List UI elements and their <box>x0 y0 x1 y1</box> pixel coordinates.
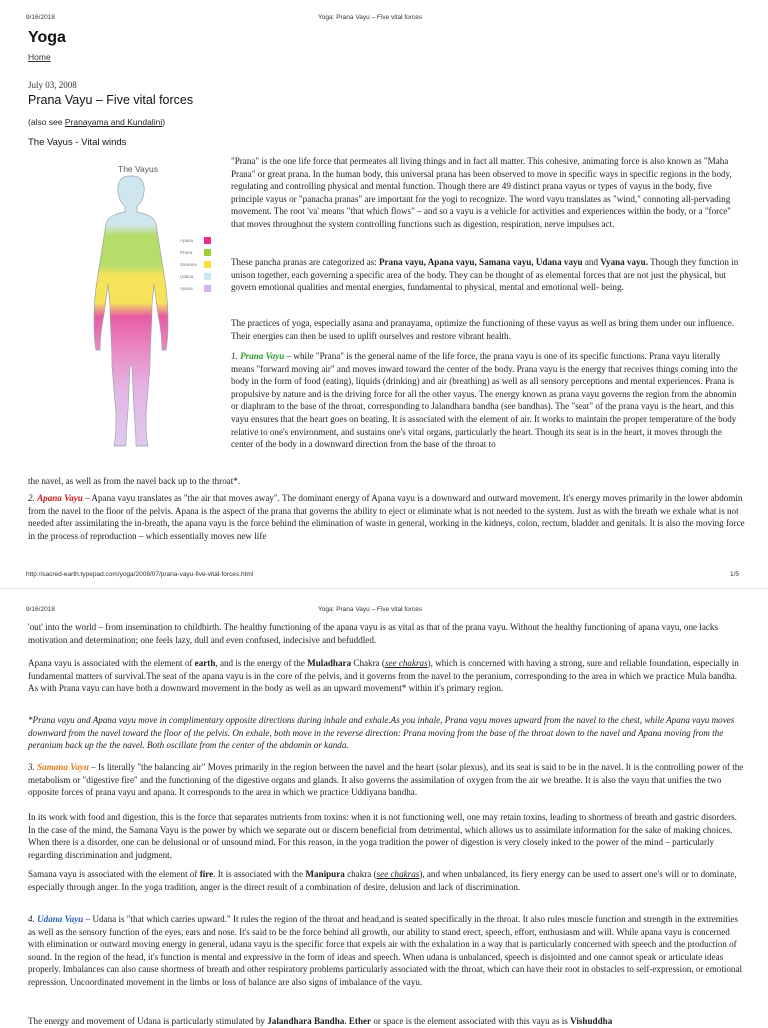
apana-vayu-paragraph: 2. Apana Vayu – Apana vayu translates as "the air that moves away". The dominant energy of Apana vayu is a downward and outward movement. It's energy moves primarily in the lower abdomin from the navel to the floor of the pelvis. Apana is the aspect of the prana that governs the ability to eject or eliminate what is not needed to the system. Just as with the breath we exhale what is not needed after assimilating the in-breath, the apana vayu is the force behind the elimination of waste in general, working in the kidneys, colon, rectum, bladder and genitals. It is also the moving force in the process of reproduction – which essentially moves new life <box>28 493 745 541</box>
figure-title: The Vayus <box>118 164 159 174</box>
prana-vayu-paragraph: 1. Prana Vayu – while "Prana" is the general name of the life force, the prana vayu is one of its specific functions. Prana vayu literally means "forward moving air" and moves inward toward the center of the body. Prana vayu is the energy that receives things coming into the body in the form of food (eating), liquids (drinking) and air (breathing) as well as all sensory perceptions and mental experiences. Prana is propulsive by nature and is the driving force for all the other vayus. The energy known as prana vayu governs the region from the abnomin or diaphram to the base of the throat, corresponding to Jalandhara bandha (see bandhas). The "seat" of the prana vayu is the heart, and this vayu ensures that the heart goes on beating. It is associated with the element of air. It works to maintain the proper temperature of the body relative to one's environment, and sustains one's vital organs, particularly the heart. Though its seat is in the heart, it moves through the center of the body in a downward direction from the base of the throat to <box>231 351 738 450</box>
intro-paragraph-3: The practices of yoga, especially asana and pranayama, optimize the functioning of these vayus as well as bring them under our influence. Their energies can then be used to uplift ourselves and restore vibrant health. <box>231 318 735 341</box>
body-silhouette <box>72 154 228 454</box>
figure-legend <box>180 234 211 294</box>
udana-vayu-paragraph: 4. Udana Vayu – Udana is "that which carries upward." It rules the region of the throat and head,and is seated specifically in the throat. It also rules muscle function and strength in the extremities as well as the sensory function of the eyes, ears and nose. It's said to be the force behind all growth, our ability to stand erect, speech, effort, enthusiasm and will. While apana vayu is concerned with elimination or outward moving energy in general, udana vayu is the specific force that expels air with the exhalation in a way that is particularly concerned with speech and the production of sound. In the region of the head, it's function is mental and expressive in the form of ideas and speech. When udana is unbalanced, speech is disjointed and one cannot speak or articulate ideas properly. Imbalances can also cause shortness of breath and other respiratory problems particularly associated with the throat, which can have their root in obstacles to self-expression, or emotional repression. Uncoordinated movement in the limbs or loss of balance are also signs of imbalance of the vayu. <box>28 914 743 987</box>
apana-continuation: 'out' into the world – from insemination to childbirth. The healthy functioning of the apana vayu is as vital as that of the prana vayu. Without the healthy functioning of apana vayu, one lacks motivation and determination; one feels lazy, dull and even confused, indecisive and befuddled. <box>28 622 718 645</box>
post-date: July 03, 2008 <box>28 80 77 90</box>
print-header-date-p2: 9/16/2018 <box>26 606 55 613</box>
see-chakras-link-2[interactable]: see chakras <box>376 869 420 879</box>
legend-prana: Prana <box>180 246 211 258</box>
apana-vayu-term: Apana Vayu <box>37 493 83 503</box>
samana-digestion-paragraph: In its work with food and digestion, this is the force that separates nutrients from toxins: when it is not functioning well, one may retain toxins, leading to shortness of breath and gastric disorders. In the case of the mind, the Samana Vayu is the power by which we separate out or discern beneficial from detrimental, which allows us to assimilate information for the sake of making choices. When there is a disorder, one can be delusional or of unsound mind. For this reason, in the yoga tradition the power of digestion is very closely inked to the power of the mind – particularly regarding discrimination and judgment. <box>28 812 737 860</box>
legend-vyana: Vyana <box>180 282 211 294</box>
samana-element-paragraph: Samana vayu is associated with the element of fire. It is associated with the Manipura chakra (see chakras), and when unbalanced, its fiery energy can be used to assert one's will or to dominate, especially through anger. In the yoga tradition, anger is the direct result of a combination of desire, delusion and lack of discrimination. <box>28 869 737 892</box>
samana-vayu-paragraph: 3. Samana Vayu – Is literally "the balancing air" Moves primarily in the region between the navel and the heart (solar plexus), and its seat is said to be in the navel. It is the controlling power of the metabolism or "digestive fire" and the functioning of the digestive organs and glands. It also governs the assimilation of oxygen from the air we breathe. It is also the vayu that unifies the two opposite forces of prana vayu and apana. It corresponds to the area in which we practice Uddiyana bandha. <box>28 762 744 798</box>
section-heading: The Vayus - Vital winds <box>28 137 127 148</box>
post-title: Prana Vayu – Five vital forces <box>28 93 194 107</box>
also-see-prefix: (also see <box>28 117 65 127</box>
print-footer-page: 1/5 <box>730 571 740 578</box>
see-chakras-link[interactable]: see chakras <box>384 658 428 668</box>
udana-vayu-term: Udana Vayu <box>37 914 84 924</box>
legend-udana: Udana <box>180 270 211 282</box>
human-figure <box>94 176 168 446</box>
prana-apana-note: *Prana vayu and Apana vayu move in complimentary opposite directions during inhale and exhale.As you inhale, Prana vayu moves upward from the navel to the chest, while Apana vayu moves downward from the navel toward the floor of the pelvis. On exhale, both move in the reverse direction: Prana moving from the base of the throat down to the navel and Apana moving from the peranium back up the the navel. Both oscillate from the center of the abdomin or kanda. <box>28 715 735 751</box>
also-see <box>28 117 165 127</box>
pranayama-kundalini-link[interactable]: Pranayama and Kundalini <box>64 117 163 127</box>
intro-paragraph-1: "Prana" is the one life force that permeates all living things and in fact all matter. This cohesive, animating force is also known as "Maha Prana" or great prana. In the human body, this universal prana has been observed to move in specific ways in specific regions in the body, regulating and controlling physical and mental function. Though there are 49 distinct prana vayus or types of vayus in the body, five principle vayus or "panacha pranas" are important for the yogi to recognize. The word vayu translates as "wind," connoting all-pervading movement. The root 'va' means "that which flows" – and so a vayu is a vehicle for activities and experiences within the body, or a "force" that moves throughout the system controlling functions such as digestion, respiration, nerve impulses act. <box>231 156 732 229</box>
udana-last-line: The energy and movement of Udana is particularly stimulated by Jalandhara Bandha. Ether or space is the element associated with this vayu as is Vishuddha <box>28 1016 613 1026</box>
prana-vayu-continuation: the navel, as well as from the navel back up to the throat*. <box>28 476 241 486</box>
page-break <box>0 588 768 589</box>
also-see-suffix: ) <box>162 117 166 127</box>
prana-vayu-term: Prana Vayu <box>240 351 285 361</box>
print-header-title: Yoga: Prana Vayu – Five vital forces <box>318 14 423 21</box>
samana-vayu-term: Samana Vayu <box>37 762 89 772</box>
blog-title: Yoga <box>28 29 66 46</box>
home-link[interactable]: Home <box>28 52 51 62</box>
legend-samana: Samana <box>180 258 211 270</box>
print-header-date: 9/16/2018 <box>26 14 55 21</box>
intro-paragraph-2: These pancha pranas are categorized as: Prana vayu, Apana vayu, Samana vayu, Udana vayu and Vyana vayu. Though they function in unison together, each governing a specific area of the body. They can be thought of as elemental forces that are not just the physical, but govern emotional qualities and mental energies, fundamental to physical, mental and emotional well- being. <box>231 257 739 293</box>
vayus-figure <box>72 154 228 454</box>
apana-element-paragraph: Apana vayu is associated with the element of earth, and is the energy of the Muladhara Chakra (see chakras), which is concerned with having a strong, sure and reliable foundation, especially in fundamental matters of survival.The seat of the apana vayu is in the core of the pelvis, and it governs from the navel to the peranium, corresponding to the area in which we practice Mula bandha. As with Prana vayu can have both a downward movement in the body as well as an upward movement* within it's primary region. <box>28 658 739 694</box>
print-footer-url: http://sacred-earth.typepad.com/yoga/2008/07/prana-vayu-five-vital-forces.html <box>26 571 254 578</box>
legend-apana: Apana <box>180 234 211 246</box>
print-header-title-p2: Yoga: Prana Vayu – Five vital forces <box>318 606 423 613</box>
